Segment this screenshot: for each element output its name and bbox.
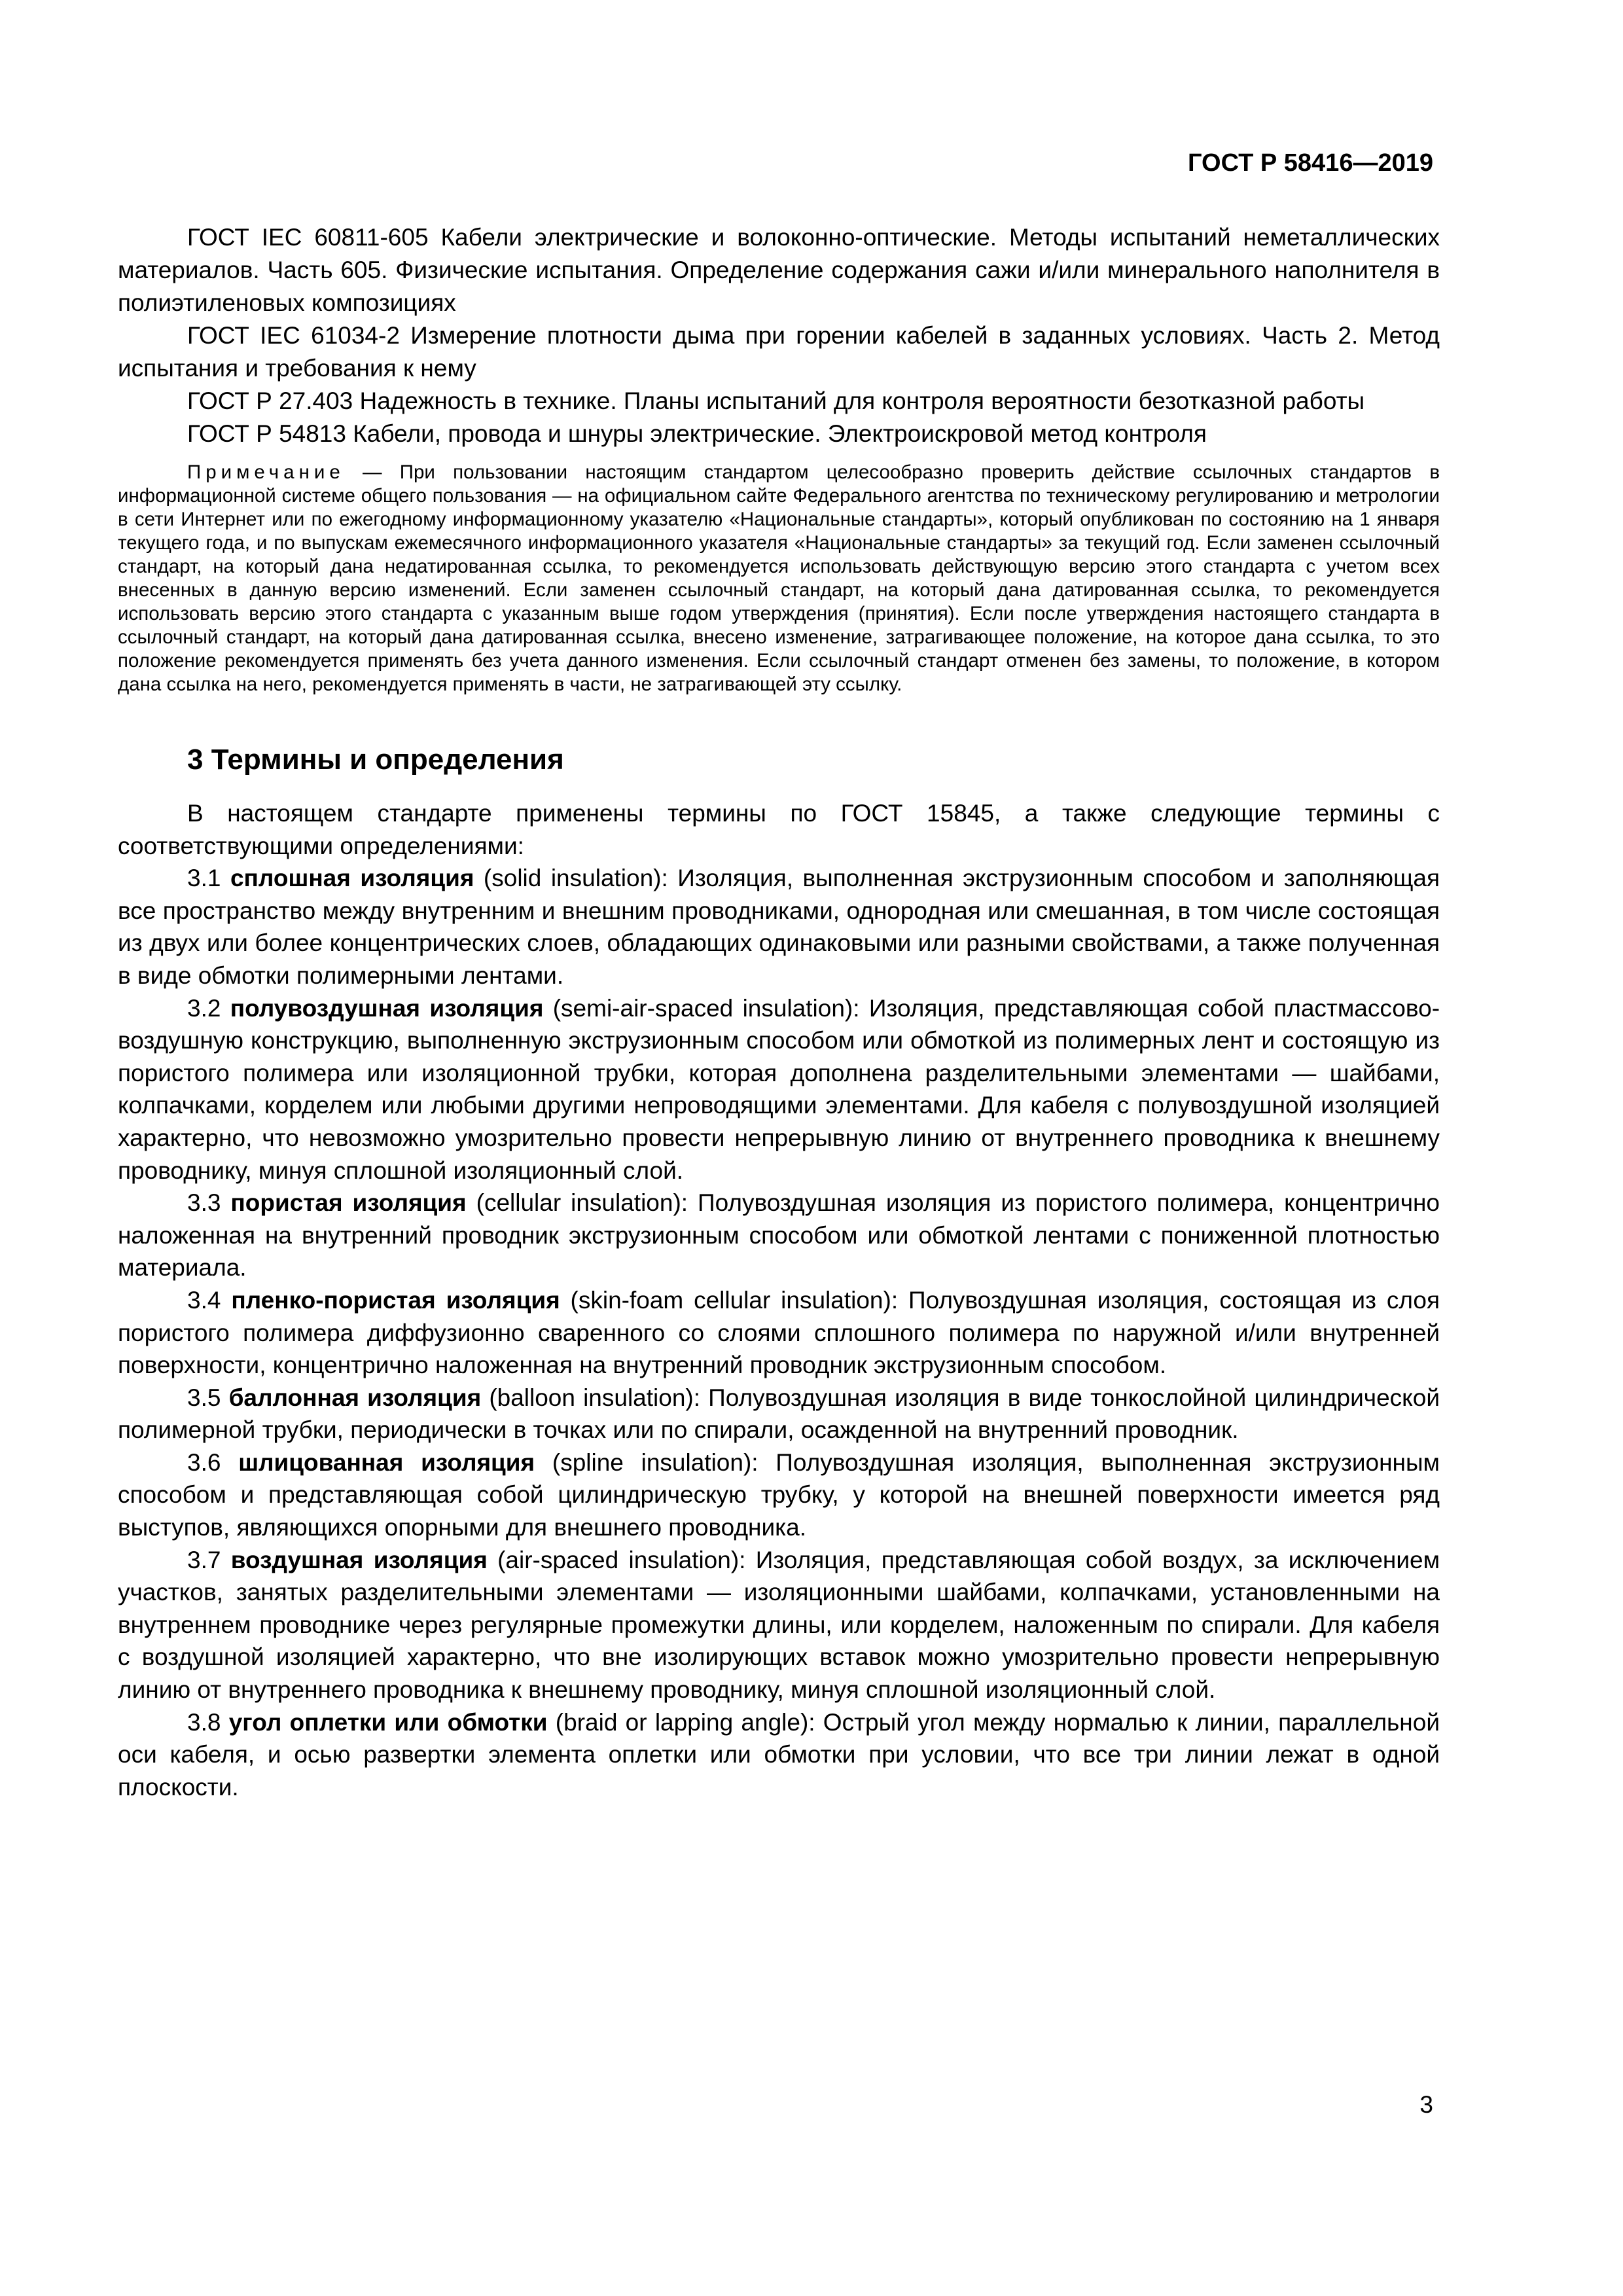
term-definition xyxy=(118,1544,1440,1706)
term-name: шлицованная изоляция xyxy=(238,1448,535,1476)
term-name: баллонная изоляция xyxy=(228,1384,482,1411)
reference-item: ГОСТ IEC 61034-2 Измерение плотности дыма при горении кабелей в заданных условиях. Часть 2. Метод испытания и требования к нему xyxy=(118,322,1440,382)
term-number: 3.7 xyxy=(187,1546,231,1573)
term-definition xyxy=(118,1446,1440,1544)
term-text: (skin-foam cellular insulation): Полувоздушная изоляция, состоящая из слоя пористого полимера диффузионно сваренного со слоями сплошного полимера по наружной и/или внутренней поверхности, концентрично наложенная на внутренний проводник экструзионным способом. xyxy=(118,1286,1440,1379)
term-number: 3.5 xyxy=(187,1384,229,1411)
term-text: (air-spaced insulation): Изоляция, представляющая собой воздух, за исключением участков, занятых разделительными элементами — изоляционными шайбами, колпачками, установленными на внутреннем проводнике через регулярные промежутки длины, или корделем, наложенным по спирали. Для кабеля с воздушной изоляцией характерно, что вне изолирующих вставок можно умозрительно провести непрерывную линию от внутреннего проводника к внешнему проводнику, минуя сплошной изоляционный слой. xyxy=(118,1546,1440,1704)
term-number: 3.6 xyxy=(187,1448,239,1476)
term-name: пленко-пористая изоляция xyxy=(231,1286,560,1314)
term-text: (semi-air-spaced insulation): Изоляция, представляющая собой пластмассово-воздушную конструкцию, выполненную экструзионным способом или обмоткой из полимерных лент и состоящую из пористого полимера или изоляционной трубки, которая дополнена разделительными элементами — шайбами, колпачками, корделем или любыми другими непроводящими элементами. Для кабеля с полувоздушной изоляцией характерно, что невозможно умозрительно провести непрерывную линию от внутреннего проводника к внешнему проводнику, минуя сплошной изоляционный слой. xyxy=(118,994,1440,1184)
note-label: Примечание xyxy=(187,461,345,483)
note-paragraph xyxy=(118,461,1440,696)
term-text: (spline insulation): Полувоздушная изоляция, выполненная экструзионным способом и представляющая собой цилиндрическую трубку, у которой на внешней поверхности имеется ряд выступов, являющихся опорными для внешнего проводника. xyxy=(118,1448,1440,1541)
term-definition xyxy=(118,992,1440,1187)
term-number: 3.1 xyxy=(187,865,230,892)
term-text: (solid insulation): Изоляция, выполненная экструзионным способом и заполняющая все пространство между внутренним и внешним проводниками, однородная или смешанная, в том числе состоящая из двух или более концентрических слоев, обладающих одинаковыми или разными свойствами, а также полученная в виде обмотки полимерными лентами. xyxy=(118,865,1440,989)
reference-item: ГОСТ IEC 60811-605 Кабели электрические и волоконно-оптические. Методы испытаний неметаллических материалов. Часть 605. Физические испытания. Определение содержания сажи и/или минерального наполнителя в полиэтиленовых композициях xyxy=(118,224,1440,316)
reference-item: ГОСТ Р 54813 Кабели, провода и шнуры электрические. Электроискровой метод контроля xyxy=(187,420,1207,447)
term-number: 3.3 xyxy=(187,1189,231,1217)
term-number: 3.8 xyxy=(187,1708,229,1736)
term-name: пористая изоляция xyxy=(230,1189,467,1217)
term-number: 3.2 xyxy=(187,994,230,1022)
reference-item: ГОСТ Р 27.403 Надежность в технике. Планы испытаний для контроля вероятности безотказной работы xyxy=(187,387,1365,414)
term-definition xyxy=(118,1382,1440,1446)
term-name: полувоздушная изоляция xyxy=(230,994,544,1022)
term-definition xyxy=(118,1284,1440,1382)
term-name: угол оплетки или обмотки xyxy=(228,1708,548,1736)
note-text: — При пользовании настоящим стандартом целесообразно проверить действие ссылочных стандартов в информационной системе общего пользования — на официальном сайте Федерального агентства по техническому регулированию и метрологии в сети Интернет или по ежегодному информационному указателю «Национальные стандарты», который опубликован по состоянию на 1 января текущего года, и по выпускам ежемесячного информационного указателя «Национальные стандарты» за текущий год. Если заменен ссылочный стандарт, на который дана недатированная ссылка, то рекомендуется использовать действующую версию этого стандарта с учетом всех внесенных в данную версию изменений. Если заменен ссылочный стандарт, на который дана датированная ссылка, то рекомендуется использовать версию этого стандарта с указанным выше годом утверждения (принятия). Если после утверждения настоящего стандарта в ссылочный стандарт, на который дана датированная ссылка, внесено изменение, затрагивающее положение, на которое дана ссылка, то это положение рекомендуется применять без учета данного изменения. Если ссылочный стандарт отменен без замены, то положение, в котором дана ссылка на него, рекомендуется применять в части, не затрагивающей эту ссылку. xyxy=(118,461,1440,695)
term-name: сплошная изоляция xyxy=(230,865,474,892)
term-definition xyxy=(118,862,1440,992)
term-definition xyxy=(118,1706,1440,1804)
term-text: (braid or lapping angle): Острый угол между нормалью к линии, параллельной оси кабеля, и осью развертки элемента оплетки или обмотки при условии, что все три линии лежат в одной плоскости. xyxy=(118,1708,1440,1801)
term-name: воздушная изоляция xyxy=(230,1546,488,1573)
standard-id-header: ГОСТ Р 58416—2019 xyxy=(1188,149,1433,177)
term-text: (cellular insulation): Полувоздушная изоляция из пористого полимера, концентрично наложенная на внутренний проводник экструзионным способом или обмоткой лентами с пониженной плотностью материала. xyxy=(118,1189,1440,1282)
term-definition xyxy=(118,1187,1440,1284)
section-intro: В настоящем стандарте применены термины по ГОСТ 15845, а также следующие термины с соответствующими определениями: xyxy=(118,800,1440,859)
section-title: 3 Термины и определения xyxy=(187,744,564,776)
page-number: 3 xyxy=(1419,2091,1433,2118)
term-number: 3.4 xyxy=(187,1286,232,1314)
page-content xyxy=(118,221,1440,1803)
term-text: (balloon insulation): Полувоздушная изоляция в виде тонкослойной цилиндрической полимерной трубки, периодически в точках или по спирали, осажденной на внутренний проводник. xyxy=(118,1384,1440,1444)
